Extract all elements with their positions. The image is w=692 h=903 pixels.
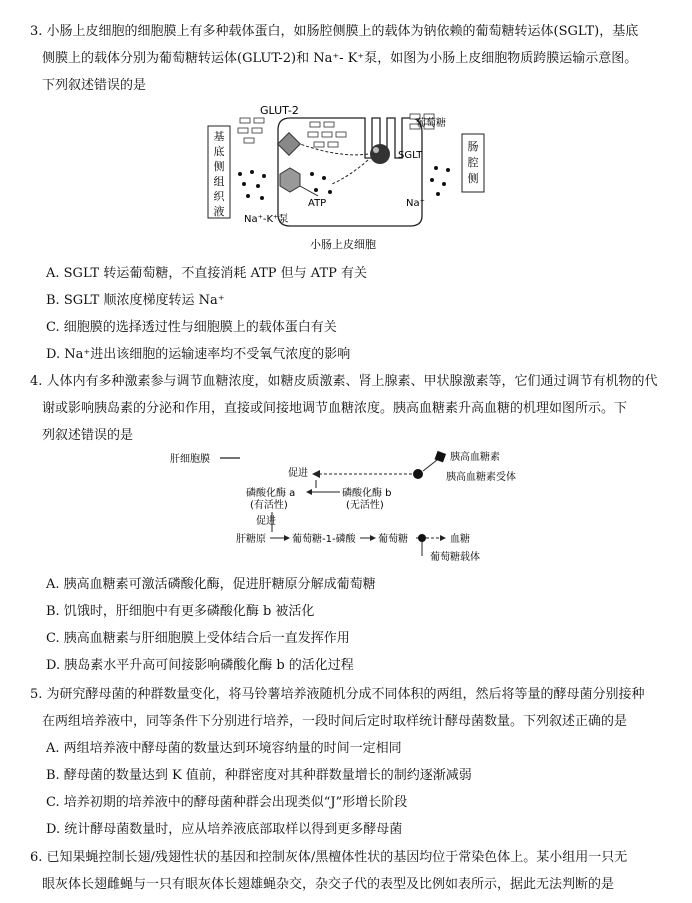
- receptor-label: 胰高血糖素受体: [446, 472, 516, 483]
- promote2-label: 促进: [256, 516, 276, 527]
- q3-cell-diagram: [200, 98, 500, 258]
- na-label: Na⁺: [406, 198, 425, 209]
- q5-option-a: A. 两组培养液中酵母菌的数量达到环境容纳量的时间一定相同: [46, 741, 402, 756]
- left-box-char: 组: [213, 175, 225, 188]
- q4-option-b: B. 饥饿时，肝细胞中有更多磷酸化酶 b 被活化: [46, 604, 315, 619]
- left-box-char: 基: [213, 130, 225, 143]
- q6-stem-line1: 6. 已知果蝇控制长翅/残翅性状的基因和控制灰体/黑檀体性状的基因均位于常染色体上。某小组用一只无: [30, 850, 628, 865]
- membrane-label: 肝细胞膜: [170, 454, 210, 465]
- glucagon-label: 胰高血糖素: [450, 452, 500, 463]
- glycogen-label: 肝糖原: [236, 534, 266, 545]
- q3-stem-line2: 侧膜上的载体分别为葡萄糖转运体(GLUT-2)和 Na⁺- K⁺泵，如图为小肠上皮细胞物质跨膜运输示意图。: [42, 51, 638, 66]
- glucose-label: 葡萄糖: [416, 118, 446, 129]
- q3-option-c: C. 细胞膜的选择透过性与细胞膜上的载体蛋白有关: [46, 320, 337, 335]
- enzyme-b-note: (无活性): [346, 500, 384, 511]
- cell-caption: 小肠上皮细胞: [310, 238, 376, 251]
- blood-sugar-label: 血糖: [450, 534, 470, 545]
- q3-stem-line1: 3. 小肠上皮细胞的细胞膜上有多种载体蛋白，如肠腔侧膜上的载体为钠依赖的葡萄糖转运体(SGLT)，基底: [30, 24, 639, 39]
- carrier-label: 葡萄糖载体: [430, 552, 480, 563]
- sglt-label: SGLT: [398, 150, 423, 161]
- left-box-char: 底: [213, 145, 225, 158]
- enzyme-b-label: 磷酸化酶 b: [342, 488, 392, 499]
- g1p-label: 葡萄糖-1-磷酸: [292, 534, 356, 545]
- right-box-char: 肠: [467, 140, 479, 153]
- cell-membrane: [278, 118, 422, 226]
- q5-option-b: B. 酵母菌的数量达到 K 值前，种群密度对其种群数量增长的制约逐渐减弱: [46, 768, 472, 783]
- right-box-char: 侧: [467, 172, 479, 185]
- q4-option-d: D. 胰岛素水平升高可间接影响磷酸化酶 b 的活化过程: [46, 658, 354, 673]
- q5-option-c: C. 培养初期的培养液中的酵母菌种群会出现类似“J”形增长阶段: [46, 795, 408, 810]
- q3-option-d: D. Na⁺进出该细胞的运输速率均不受氧气浓度的影响: [46, 347, 351, 362]
- q4-stem-line2: 谢或影响胰岛素的分泌和作用，直接或间接地调节血糖浓度。胰高血糖素升高血糖的机理如图所示。下: [42, 401, 628, 416]
- q4-stem-line1: 4. 人体内有多种激素参与调节血糖浓度，如糖皮质激素、肾上腺素、甲状腺激素等，它们通过调节有机物的代: [30, 374, 658, 389]
- q4-option-a: A. 胰高血糖素可激活磷酸化酶，促进肝糖原分解成葡萄糖: [46, 577, 376, 592]
- q4-glucagon-diagram: [160, 444, 540, 566]
- q5-stem-line1: 5. 为研究酵母菌的种群数量变化，将马铃薯培养液随机分成不同体积的两组，然后将等量的酵母菌分别接种: [30, 687, 645, 702]
- q5-stem-line2: 在两组培养液中，同等条件下分别进行培养，一段时间后定时取样统计酵母菌数量。下列叙述正确的是: [42, 714, 628, 729]
- glut2-label: GLUT-2: [260, 104, 299, 117]
- left-box-char: 侧: [213, 160, 225, 173]
- q6-stem-line2: 眼灰体长翅雌蝇与一只有眼灰体长翅雄蝇杂交，杂交子代的表型及比例如表所示，据此无法判断的是: [42, 877, 615, 892]
- q4-option-c: C. 胰高血糖素与肝细胞膜上受体结合后一直发挥作用: [46, 631, 350, 646]
- promote1-label: 促进: [288, 468, 308, 479]
- right-box-char: 腔: [467, 156, 479, 169]
- pump-label: Na⁺-K⁺泵: [244, 214, 289, 225]
- q3-option-b: B. SGLT 顺浓度梯度转运 Na⁺: [46, 293, 225, 308]
- enzyme-a-note: (有活性): [250, 500, 288, 511]
- left-box-char: 液: [213, 205, 225, 218]
- q3-option-a: A. SGLT 转运葡萄糖，不直接消耗 ATP 但与 ATP 有关: [46, 266, 368, 281]
- pathway-glucose-label: 葡萄糖: [378, 534, 408, 545]
- atp-label: ATP: [308, 198, 327, 209]
- q3-stem-line3: 下列叙述错误的是: [42, 78, 147, 93]
- q5-option-d: D. 统计酵母菌数量时，应从培养液底部取样以得到更多酵母菌: [46, 822, 403, 837]
- left-box-char: 织: [213, 190, 225, 203]
- q4-stem-line3: 列叙述错误的是: [42, 428, 134, 443]
- enzyme-a-label: 磷酸化酶 a: [246, 488, 296, 499]
